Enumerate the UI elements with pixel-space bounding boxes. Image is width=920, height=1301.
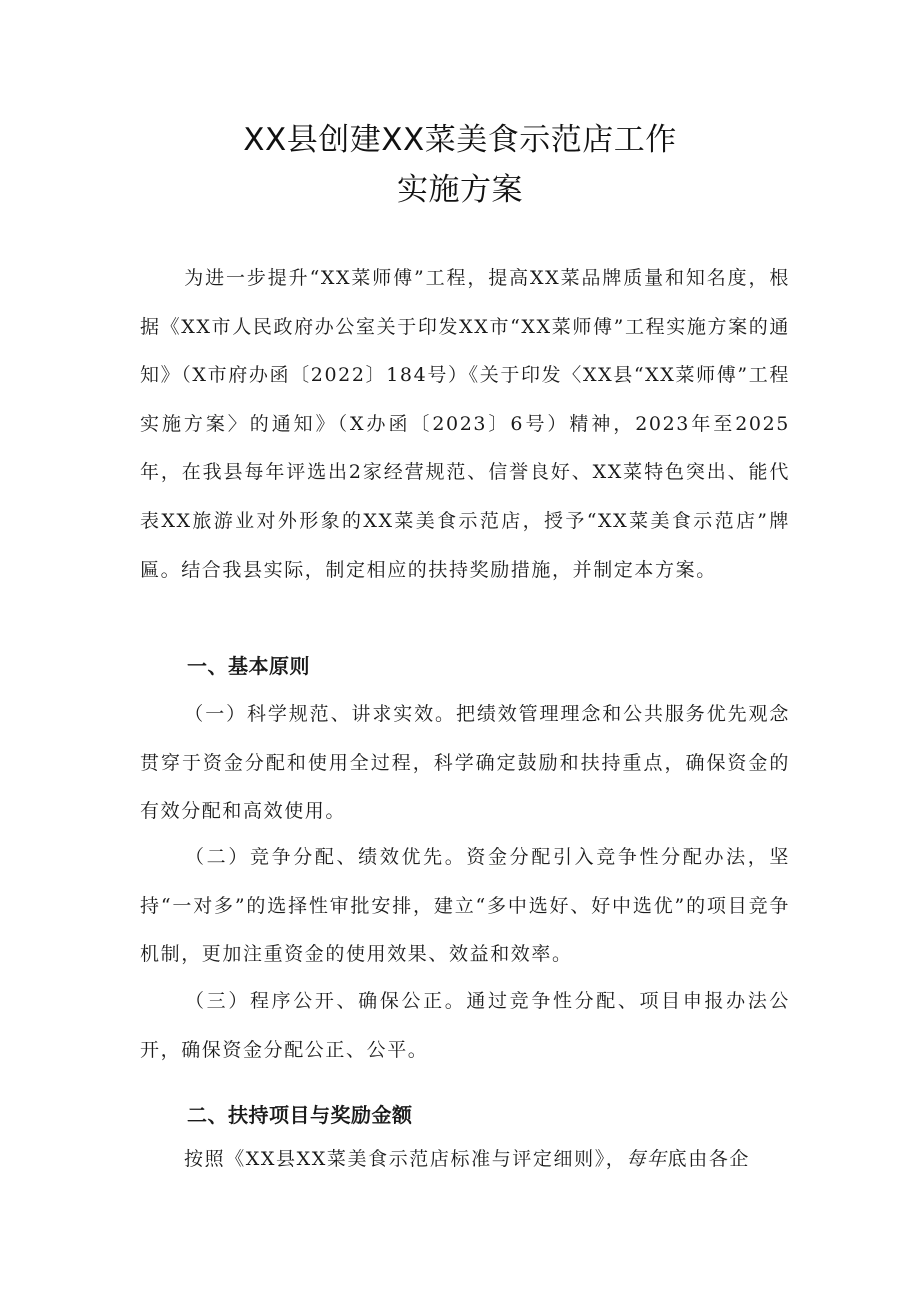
section2-text-c: 底由各企	[667, 1148, 751, 1170]
section2-heading: 二、扶持项目与奖励金额	[187, 1103, 413, 1127]
document-title-line1: XX县创建XX菜美食示范店工作	[243, 122, 677, 158]
document-title-line2: 实施方案	[397, 172, 523, 208]
section2-text-a: 按照《XX县XX菜美食示范店标准与评定细则》，	[184, 1148, 627, 1170]
principle3-paragraph	[140, 977, 790, 1074]
principle1-text: （一）科学规范、讲求实效。把绩效管理理念和公共服务优先观念贯穿于资金分配和使用全过程，科学确定鼓励和扶持重点，确保资金的有效分配和高效使用。	[140, 703, 790, 823]
principle2-text: （二）竞争分配、绩效优先。资金分配引入竞争性分配办法，坚持“一对多”的选择性审批安排，建立“多中选好、好中选优”的项目竞争机制，更加注重资金的使用效果、效益和效率。	[140, 846, 790, 966]
principle2-paragraph	[140, 833, 790, 979]
intro-paragraph	[140, 254, 790, 594]
principle3-text: （三）程序公开、确保公正。通过竞争性分配、项目申报办法公开，确保资金分配公正、公平。	[140, 990, 790, 1061]
section2-text-b: 每年	[626, 1148, 668, 1170]
intro-text: 为进一步提升“XX菜师傅”工程，提高XX菜品牌质量和知名度，根据《XX市人民政府办公室关于印发XX市“XX菜师傅”工程实施方案的通知》（X市府办函〔2022〕184号）《关于印发〈XX县“XX菜师傅”工程实施方案〉的通知》（X办函〔2023〕6号）精神，2023年至2025年，在我县每年评选出2家经营规范、信誉良好、XX菜特色突出、能代表XX旅游业对外形象的XX菜美食示范店，授予“XX菜美食示范店”牌匾。结合我县实际，制定相应的扶持奖励措施，并制定本方案。	[140, 267, 790, 581]
section2-paragraph	[140, 1135, 790, 1184]
section1-heading: 一、基本原则	[187, 654, 310, 678]
principle1-paragraph	[140, 690, 790, 836]
